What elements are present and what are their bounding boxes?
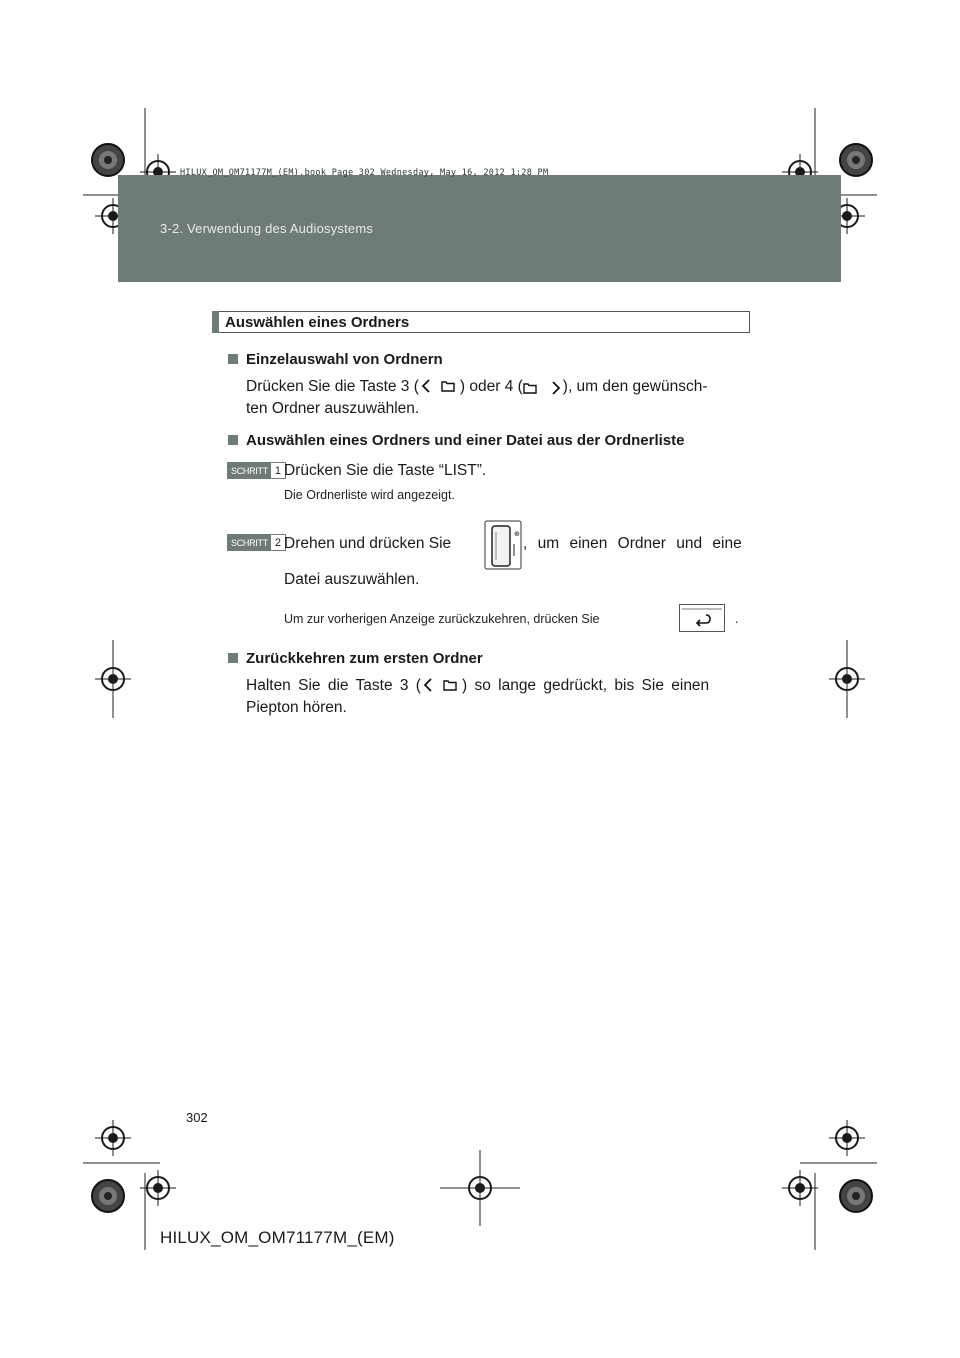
step-text: Drehen und drücken Sie xyxy=(284,535,452,552)
section-title: Auswählen eines Ordners xyxy=(225,314,410,331)
text: ) oder 4 ( xyxy=(459,378,523,395)
svg-text:⊕: ⊕ xyxy=(514,530,520,538)
return-arrow-icon xyxy=(680,605,724,631)
text: Halten Sie die Taste 3 ( xyxy=(246,677,421,694)
prev-folder-button-icon xyxy=(421,677,457,693)
step-note-end: . xyxy=(735,612,739,626)
item-text xyxy=(246,675,709,697)
folder-icon xyxy=(523,382,537,394)
step-note: Die Ordnerliste wird angezeigt. xyxy=(284,488,455,502)
bullet-square xyxy=(228,435,238,445)
page-number: 302 xyxy=(186,1110,208,1125)
print-stamp: HILUX_OM_OM71177M_(EM).book Page 302 Wednesday, May 16, 2012 1:28 PM xyxy=(180,168,549,178)
next-folder-button-icon xyxy=(523,380,563,396)
step-badge-number: 1 xyxy=(271,463,285,478)
bullet-square xyxy=(228,653,238,663)
step-badge-label: SCHRITT xyxy=(228,463,271,478)
chevron-right-icon xyxy=(549,380,563,396)
step-badge xyxy=(227,462,286,479)
step-text: , um einen Ordner und eine xyxy=(523,535,742,552)
item-heading xyxy=(228,351,443,368)
chevron-left-icon xyxy=(419,378,433,394)
document-id: HILUX_OM_OM71177M_(EM) xyxy=(160,1228,395,1247)
prev-folder-button-icon xyxy=(419,378,455,394)
step-badge-label: SCHRITT xyxy=(228,535,271,550)
item-text-line2: ten Ordner auszuwählen. xyxy=(246,400,420,417)
text: ) so lange gedrückt, bis Sie einen xyxy=(461,677,710,694)
section-title-accent xyxy=(212,311,219,333)
folder-icon xyxy=(443,679,457,691)
step-badge xyxy=(227,534,286,551)
header-section-title: 3-2. Verwendung des Audiosystems xyxy=(160,221,374,236)
bullet-square xyxy=(228,354,238,364)
back-button-icon xyxy=(679,604,725,632)
text: Drücken Sie die Taste 3 ( xyxy=(246,378,419,395)
step-note: Um zur vorherigen Anzeige zurückzukehren, drücken Sie xyxy=(284,612,600,626)
tune-knob-icon xyxy=(484,520,524,570)
item-heading xyxy=(228,650,483,667)
item-text xyxy=(246,376,708,398)
text: ), um den gewünsch- xyxy=(562,378,708,395)
step-text: Drücken Sie die Taste “LIST”. xyxy=(284,462,487,479)
chevron-left-icon xyxy=(421,677,435,693)
step-badge-number: 2 xyxy=(271,535,285,550)
item-text-line2: Piepton hören. xyxy=(246,699,347,716)
step-text-line2: Datei auszuwählen. xyxy=(284,571,420,588)
item-heading-text: Einzelauswahl von Ordnern xyxy=(246,351,443,368)
folder-icon xyxy=(441,380,455,392)
item-heading-text: Auswählen eines Ordners und einer Datei aus der Ordnerliste xyxy=(246,432,685,449)
item-heading xyxy=(228,432,684,449)
item-heading-text: Zurückkehren zum ersten Ordner xyxy=(246,650,483,667)
